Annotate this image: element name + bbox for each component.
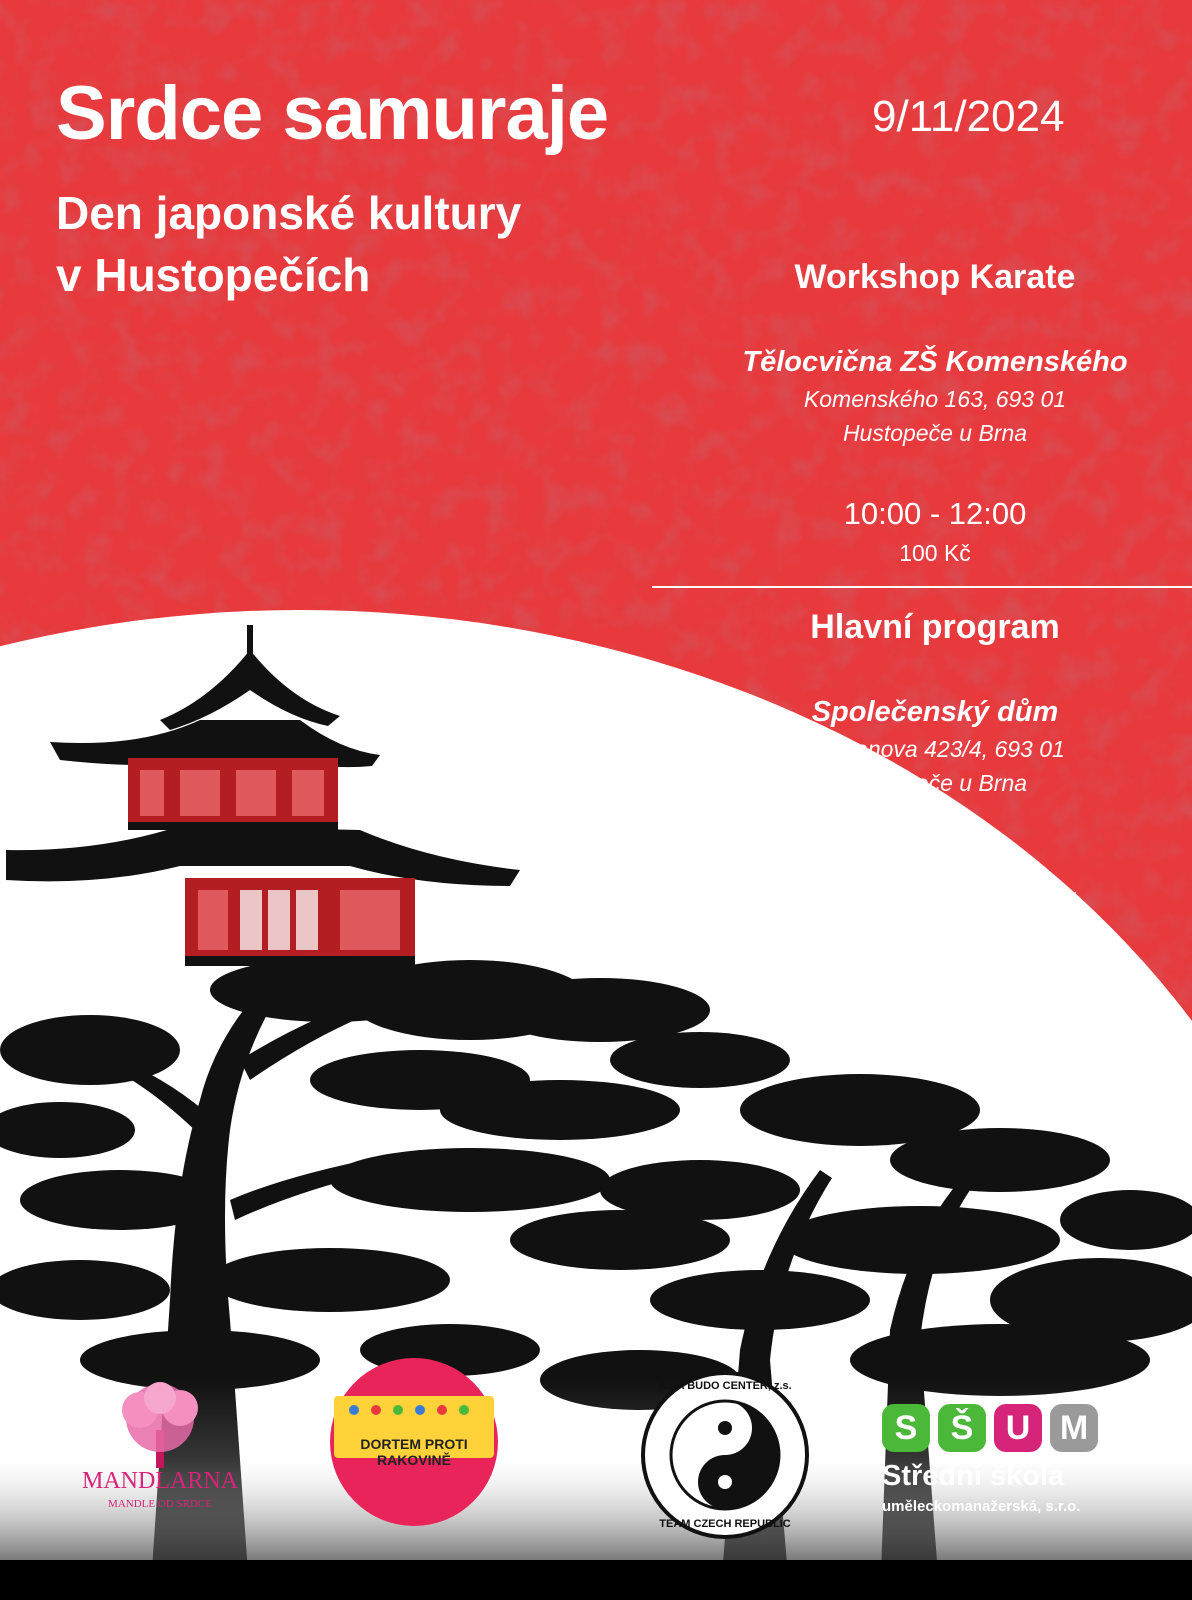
school-letter-s: S: [882, 1404, 930, 1452]
price-row-adults: [808, 924, 1078, 951]
workshop-address-line-1: Komenského 163, 693 01: [803, 386, 1067, 412]
workshop-price: 100 Kč: [899, 540, 971, 566]
subtitle-line-1: Den japonské kultury: [56, 187, 522, 239]
dortem-name: DORTEM PROTI RAKOVINĚ: [360, 1436, 468, 1468]
school-name: Střední škola: [882, 1460, 1065, 1492]
school-letter-m: M: [1050, 1404, 1098, 1452]
dortem-logo: [324, 1352, 504, 1532]
school-logo: [882, 1404, 1162, 1534]
mandlarna-name: MANDLARNA: [82, 1468, 238, 1494]
mandlarna-tagline: MANDLE OD SRDCE: [108, 1498, 212, 1510]
workshop-time: 10:00 - 12:00: [843, 496, 1027, 531]
price-value-children: 100 Kč: [1006, 888, 1078, 914]
school-letter-sh: Š: [938, 1404, 986, 1452]
dragon-yin-yang-icon: [640, 1370, 810, 1540]
subtitle-line-2: v Hustopečích: [56, 249, 371, 301]
mandlarna-logo: [60, 1380, 260, 1530]
price-row-children: [808, 888, 1078, 915]
event-date: 9/11/2024: [872, 92, 1065, 141]
price-label-adults: Dospělí: [808, 924, 886, 950]
ground-strip: [0, 1560, 1192, 1600]
workshop-address-line-2: Hustopeče u Brna: [842, 420, 1028, 446]
event-title: Srdce samuraje: [56, 71, 609, 156]
main-program-address-line-1: Herbenova 423/4, 693 01: [805, 736, 1065, 762]
almond-tree-icon: [60, 1380, 260, 1470]
school-tagline: uměleckomanažerská, s.r.o.: [882, 1498, 1081, 1515]
workshop-venue: Tělocvična ZŠ Komenského: [742, 346, 1128, 378]
section-divider: [652, 586, 1192, 588]
price-label-children: Děti (do 13 let): [808, 888, 959, 914]
asia-budo-bottom-text: TEAM CZECH REPUBLIC: [659, 1518, 791, 1530]
main-program-time: 14:00 - 17:00: [843, 846, 1027, 881]
main-program-venue: Společenský dům: [811, 696, 1059, 728]
price-value-adults: 200 Kč: [1006, 924, 1078, 950]
asia-budo-logo: [640, 1370, 810, 1540]
main-program-address-line-2: Hustopeče u Brna: [842, 770, 1028, 796]
event-subtitle: [56, 182, 521, 306]
workshop-heading: Workshop Karate: [794, 258, 1076, 296]
asia-budo-top-text: ASIA BUDO CENTER, z.s.: [658, 1380, 792, 1392]
school-letter-u: U: [994, 1404, 1042, 1452]
main-program-heading: Hlavní program: [810, 608, 1060, 646]
